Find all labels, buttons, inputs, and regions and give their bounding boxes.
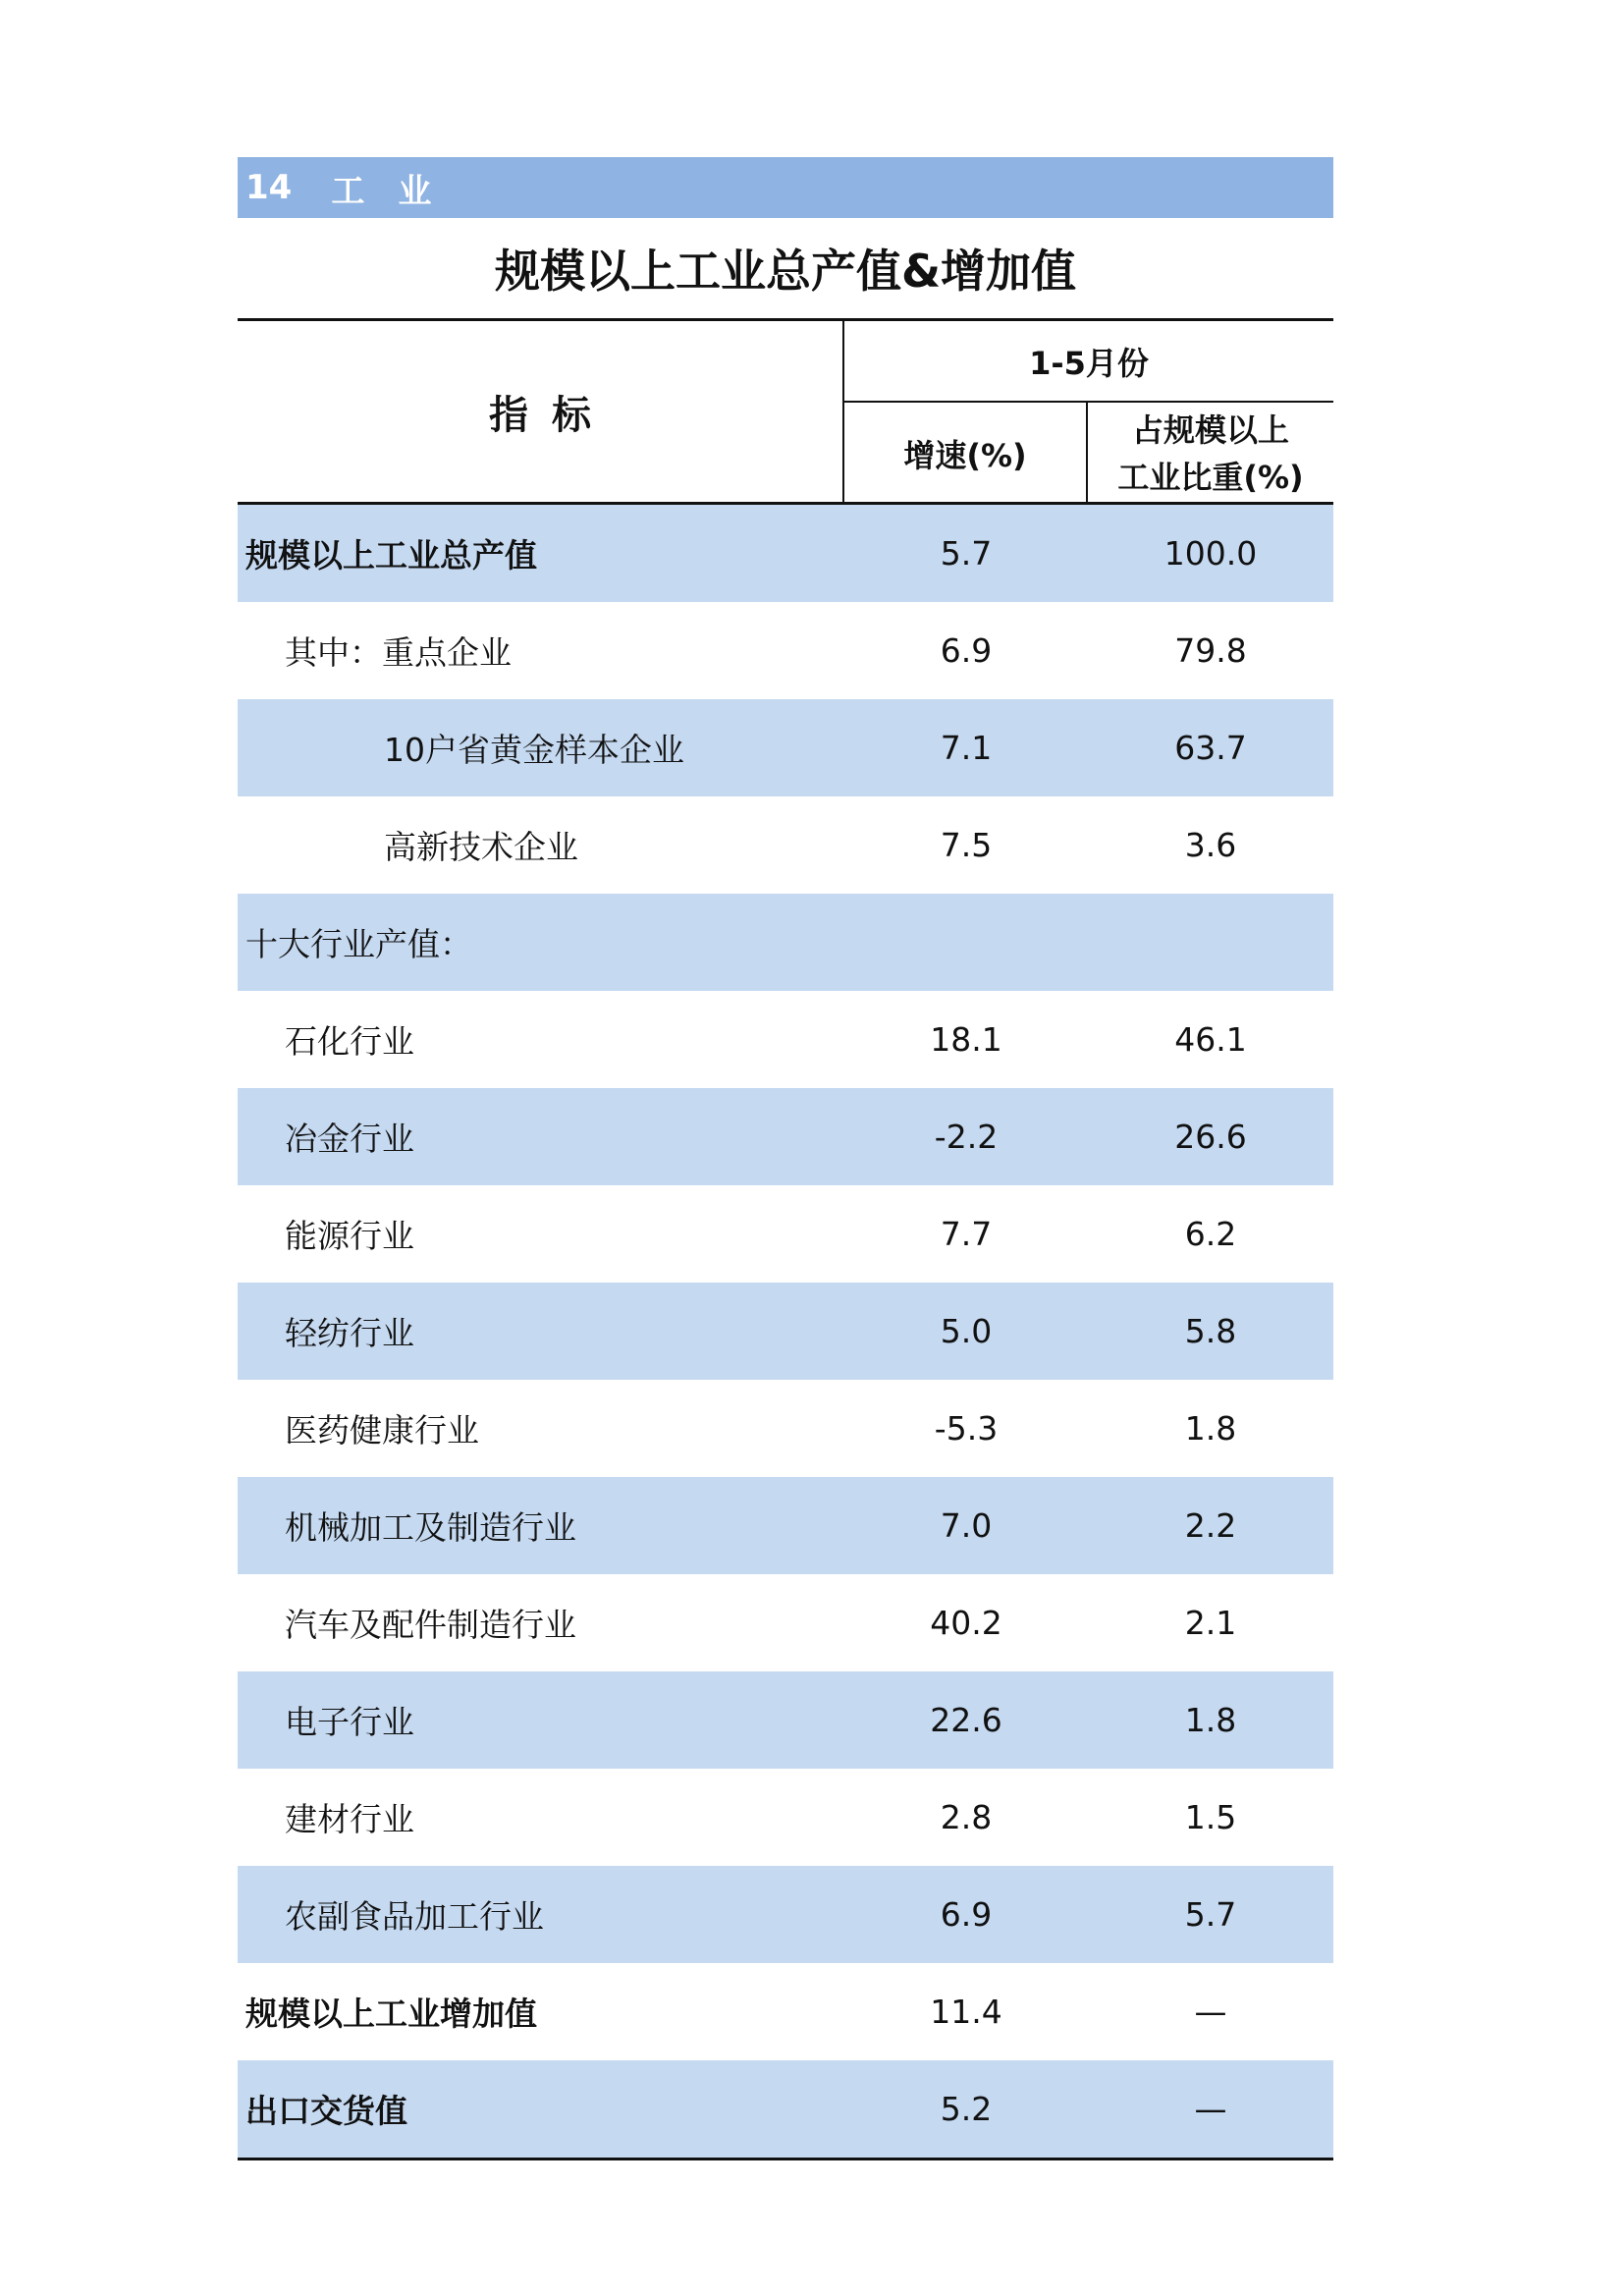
table-row bbox=[238, 991, 1333, 1088]
header-share bbox=[1088, 403, 1333, 505]
row-growth: 7.7 bbox=[940, 1215, 993, 1253]
row-share: — bbox=[1194, 1993, 1227, 2031]
table-row bbox=[238, 505, 1333, 602]
row-label: 规模以上工业增加值 bbox=[245, 1995, 537, 2033]
section-header-bar bbox=[238, 157, 1333, 218]
row-growth: 5.0 bbox=[940, 1312, 993, 1350]
table-row bbox=[238, 796, 1333, 894]
row-growth: -5.3 bbox=[934, 1409, 999, 1448]
row-growth: 7.0 bbox=[940, 1506, 993, 1545]
row-growth: 2.8 bbox=[940, 1798, 993, 1836]
row-growth: 18.1 bbox=[930, 1020, 1002, 1059]
row-growth: 6.9 bbox=[940, 631, 993, 670]
table-body bbox=[238, 505, 1333, 2158]
header-growth-rate: 增速(%) bbox=[844, 403, 1088, 505]
row-share: — bbox=[1194, 2090, 1227, 2128]
row-share: 5.8 bbox=[1184, 1312, 1237, 1350]
row-growth: 7.5 bbox=[940, 826, 993, 864]
row-label: 医药健康行业 bbox=[285, 1411, 479, 1449]
row-label: 机械加工及制造行业 bbox=[285, 1508, 576, 1547]
table-row bbox=[238, 1477, 1333, 1574]
row-label: 其中：重点企业 bbox=[285, 633, 512, 672]
row-growth: -2.2 bbox=[934, 1118, 999, 1156]
row-share: 46.1 bbox=[1174, 1020, 1247, 1059]
table-row bbox=[238, 1671, 1333, 1769]
row-label: 高新技术企业 bbox=[384, 828, 578, 866]
row-share: 26.6 bbox=[1174, 1118, 1247, 1156]
table-row bbox=[238, 1769, 1333, 1866]
table-row bbox=[238, 894, 1333, 991]
row-growth: 7.1 bbox=[940, 729, 993, 767]
row-growth: 40.2 bbox=[930, 1604, 1002, 1642]
row-label: 汽车及配件制造行业 bbox=[285, 1606, 576, 1644]
row-share: 1.8 bbox=[1184, 1409, 1237, 1448]
row-label: 规模以上工业总产值 bbox=[245, 536, 537, 574]
row-label: 农副食品加工行业 bbox=[285, 1897, 544, 1936]
row-growth: 11.4 bbox=[930, 1993, 1002, 2031]
row-share: 2.1 bbox=[1184, 1604, 1237, 1642]
row-label: 出口交货值 bbox=[245, 2092, 407, 2130]
row-growth: 5.7 bbox=[940, 534, 993, 573]
section-title: 工业 bbox=[331, 171, 465, 211]
row-label: 能源行业 bbox=[285, 1217, 414, 1255]
row-growth: 6.9 bbox=[940, 1895, 993, 1934]
row-share: 6.2 bbox=[1184, 1215, 1237, 1253]
header-share-line1: 占规模以上 bbox=[1131, 411, 1289, 449]
section-number: 14 bbox=[245, 168, 293, 207]
row-share: 79.8 bbox=[1174, 631, 1247, 670]
row-label: 石化行业 bbox=[285, 1022, 414, 1061]
row-share: 1.8 bbox=[1184, 1701, 1237, 1739]
row-label: 十大行业产值： bbox=[245, 925, 472, 963]
row-growth: 5.2 bbox=[940, 2090, 993, 2128]
table-row bbox=[238, 1380, 1333, 1477]
table-row bbox=[238, 1185, 1333, 1283]
table-row bbox=[238, 602, 1333, 699]
row-label: 电子行业 bbox=[285, 1703, 414, 1741]
header-indicator: 指标 bbox=[238, 321, 844, 502]
header-share-line2: 工业比重(%) bbox=[1117, 459, 1304, 496]
row-share: 5.7 bbox=[1184, 1895, 1237, 1934]
table-header bbox=[238, 318, 1333, 505]
row-share: 100.0 bbox=[1163, 534, 1258, 573]
table-row bbox=[238, 1283, 1333, 1380]
table-row bbox=[238, 1866, 1333, 1963]
table-row bbox=[238, 1963, 1333, 2060]
row-share: 2.2 bbox=[1184, 1506, 1237, 1545]
row-share: 1.5 bbox=[1184, 1798, 1237, 1836]
table-bottom-rule bbox=[238, 2158, 1333, 2160]
row-label: 轻纺行业 bbox=[285, 1314, 414, 1352]
row-label: 冶金行业 bbox=[285, 1120, 414, 1158]
row-label: 10户省黄金样本企业 bbox=[384, 731, 684, 769]
table-row bbox=[238, 2060, 1333, 2158]
table-row bbox=[238, 699, 1333, 796]
row-growth: 22.6 bbox=[930, 1701, 1002, 1739]
row-share: 3.6 bbox=[1184, 826, 1237, 864]
table-title: 规模以上工业总产值&增加值 bbox=[494, 245, 1077, 298]
header-period: 1-5月份 bbox=[844, 321, 1333, 403]
statistics-page bbox=[238, 157, 1333, 2160]
row-label: 建材行业 bbox=[285, 1800, 414, 1838]
row-share: 63.7 bbox=[1174, 729, 1247, 767]
table-row bbox=[238, 1574, 1333, 1671]
table-row bbox=[238, 1088, 1333, 1185]
